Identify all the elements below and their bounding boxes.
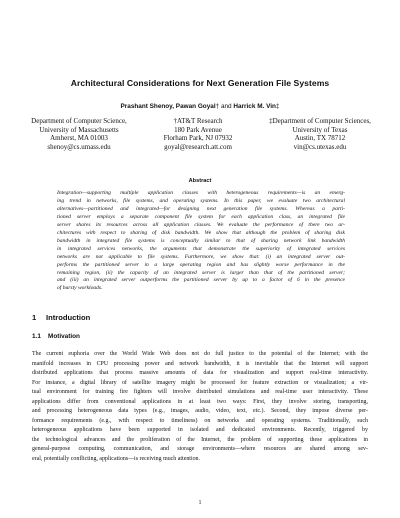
abstract-line: of bursty workloads. [57, 285, 103, 292]
section-title: Introduction [46, 313, 91, 322]
affiliation-line: ‡Department of Computer Sciences, [269, 117, 371, 125]
affiliation-utexas [250, 117, 390, 152]
body-line: tual environment for training fire fighters will involve distributed simulations and real-time user interactivity. These [32, 389, 368, 396]
affiliation-email: shenoy@cs.umass.edu [47, 143, 111, 152]
author-and: and [220, 103, 232, 110]
author-names-2: Harrick M. Vin [233, 103, 276, 110]
affiliation-line: Department of Computer Science, [31, 117, 127, 125]
affiliation-umass [14, 117, 144, 152]
abstract-line: chitectures with respect to sharing of disk bandwidth. We show that although the problem of sharing disk [57, 229, 345, 236]
body-line: formance requirements (e.g., with respect to timeliness) on networks and operating systems. Traditionally, such [32, 417, 368, 424]
body-line: distributed applications that process massive amounts of data for visualization and support real-time interactivity. [32, 370, 368, 377]
body-line: applications differ from conventional applications in at least two ways: First, they involve storing, transporting, [32, 398, 368, 405]
affiliation-line: 180 Park Avenue [174, 125, 222, 134]
body-line: manifold increases in CPU processing power and network bandwidth, it is inevitable that the Internet will support [32, 360, 368, 367]
body-line: For instance, a digital library of satellite imagery might be processed for feature extraction or visualization; a vir- [32, 379, 368, 386]
affiliation-line: University of Texas [292, 125, 348, 134]
abstract-line: ing trend in networks, file systems, and operating systems. In this paper, we evaluate two architectural [57, 197, 345, 204]
affiliation-line: Florham Park, NJ 07932 [163, 134, 233, 143]
body-paragraph [32, 350, 368, 465]
abstract-line: in integrated services networks, the arguments that demonstrate the superiority of integrated services [57, 245, 345, 252]
author-names-1: Prashant Shenoy, Pawan Goyal [120, 103, 216, 110]
subsection-heading-motivation [32, 333, 80, 340]
body-line: The current euphoria over the World Wide Web does not do full justice to the potential of the Internet; with the [32, 351, 368, 357]
abstract-line: remaining region, (ii) the capacity of an integrated server is larger than that of the partitioned server; [57, 269, 345, 276]
subsection-title: Motivation [48, 333, 80, 340]
abstract-line: bandwidth in integrated file systems is conceptually similar to that of sharing network link bandwidth [57, 237, 345, 244]
affiliation-email: goyal@research.att.com [164, 143, 232, 152]
author-mark-1: † [215, 103, 220, 110]
section-heading-introduction [32, 313, 90, 322]
author-line [40, 103, 360, 110]
affiliation-line: Austin, TX 78712 [294, 134, 346, 143]
abstract-line: performs the partitioned server in a large operating region and has slightly worse performance in the [57, 261, 345, 268]
abstract-line: networks are not applicable to file systems. Furthermore, we show that: (i) an integrated server out- [57, 253, 345, 260]
body-line: heterogeneous applications have been supported in isolated and dedicated environments. Recently, triggered by [32, 427, 368, 434]
paper-title: Architectural Considerations for Next Generation File Systems [70, 78, 330, 88]
abstract-text [57, 190, 345, 293]
section-number: 1 [32, 313, 37, 322]
body-line: and processing heterogeneous data types (e.g., images, audio, video, text, etc.). Second, they impose diverse per- [32, 408, 368, 415]
body-line: general-purpose computing, communication, and storage environments—where resources are shared among sev- [32, 446, 368, 453]
subsection-number: 1.1 [32, 333, 41, 340]
affiliation-line: †AT&T Research [173, 117, 223, 125]
abstract-heading: Abstract [188, 178, 212, 184]
abstract-line: Integration—supporting multiple application classes with heterogeneous requirements—is an emerg- [57, 190, 345, 196]
affiliation-line: University of Massachusetts [39, 125, 119, 134]
affiliation-line: Amherst, MA 01003 [50, 134, 108, 143]
affiliation-email: vin@cs.utexas.edu [293, 143, 347, 152]
page-number: 1 [198, 500, 202, 506]
abstract-line: server shares its resources across all application classes. We evaluate the performance of there two ar- [57, 221, 345, 228]
abstract-line: tioned server employs a separate component file system for each application class, an integrated file [57, 213, 345, 220]
abstract-line: and (iii) an integrated server outperforms the partitioned server by up to a factor of 6 in the presence [57, 277, 345, 284]
abstract-line: alternatives—partitioned and integrated—for designing next generation file systems. Whereas a parti- [57, 205, 345, 212]
affiliation-att [138, 117, 258, 152]
author-mark-2: ‡ [275, 103, 280, 110]
body-line: eral, potentially conflicting, applications—is receiving much attention. [32, 456, 201, 463]
body-line: the technological advances and the proliferation of the Internet, the problem of supporting these applications in [32, 436, 368, 443]
